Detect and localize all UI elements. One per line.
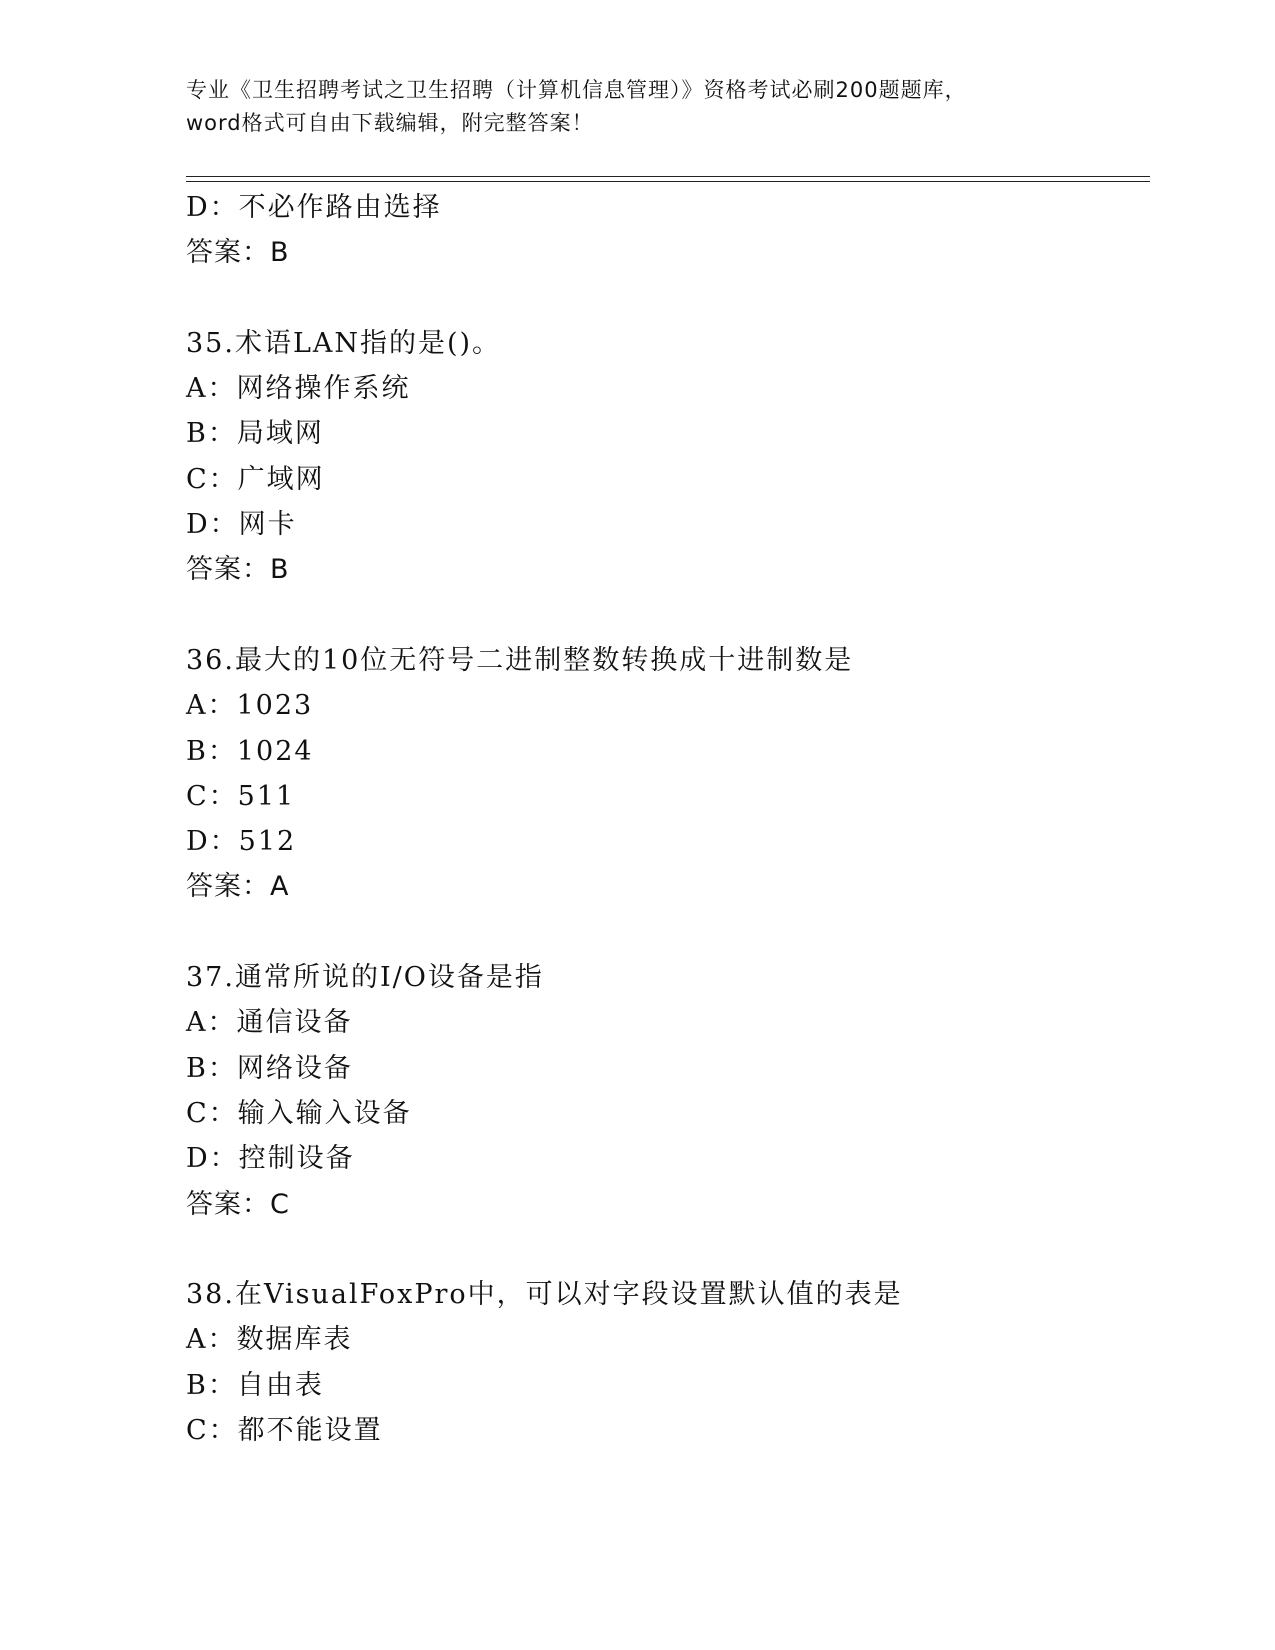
option-text: 局域网 xyxy=(236,418,324,450)
option-separator: ： xyxy=(209,192,239,223)
option-separator: ： xyxy=(207,1369,237,1401)
option-label: B xyxy=(186,1369,208,1401)
option-text: 网卡 xyxy=(238,509,297,541)
option-label: A xyxy=(186,1007,208,1039)
option-c xyxy=(186,1091,1146,1136)
option-separator: ： xyxy=(209,1143,239,1175)
option-d xyxy=(186,819,1146,864)
option-separator: ： xyxy=(207,373,237,405)
question-list xyxy=(186,185,1146,1453)
option-d xyxy=(186,502,1146,547)
option-separator: ： xyxy=(209,509,239,541)
option-separator: ： xyxy=(208,1415,238,1447)
option-text: 输入输入设备 xyxy=(237,1097,412,1129)
option-label: D xyxy=(186,1143,210,1175)
option-label: D xyxy=(186,826,210,858)
option-c xyxy=(186,457,1146,502)
option-label: C xyxy=(186,1415,209,1447)
option-d xyxy=(186,185,1146,230)
option-a xyxy=(186,366,1146,411)
question-text: 35.术语LAN指的是()。 xyxy=(186,327,502,359)
option-text: 不必作路由选择 xyxy=(238,192,442,223)
spacer xyxy=(186,276,1146,321)
option-a xyxy=(186,1000,1146,1045)
question-block xyxy=(186,321,1146,593)
option-text: 511 xyxy=(237,780,296,812)
option-label: A xyxy=(186,1324,208,1356)
option-text: 通信设备 xyxy=(236,1007,353,1039)
option-label: B xyxy=(186,1052,208,1084)
header-divider-bottom xyxy=(186,181,1150,182)
answer-line: 答案：B xyxy=(186,237,290,269)
header-divider-top xyxy=(186,176,1150,177)
option-label: A xyxy=(186,690,208,722)
option-separator: ： xyxy=(207,1052,237,1084)
option-label: A xyxy=(186,373,208,405)
option-text: 1024 xyxy=(236,735,314,767)
answer-line: 答案：A xyxy=(186,871,290,903)
option-separator: ： xyxy=(208,1097,238,1129)
question-text: 37.通常所说的I/O设备是指 xyxy=(186,962,544,994)
question-block xyxy=(186,955,1146,1227)
option-separator: ： xyxy=(207,1324,237,1356)
option-text: 512 xyxy=(238,826,297,858)
option-c xyxy=(186,1408,1146,1453)
option-text: 数据库表 xyxy=(236,1324,353,1356)
spacer xyxy=(186,593,1146,638)
option-text: 广域网 xyxy=(237,463,325,495)
option-text: 网络设备 xyxy=(236,1052,353,1084)
question-block xyxy=(186,1272,1146,1453)
option-label: B xyxy=(186,735,208,767)
question-text: 36.最大的10位无符号二进制整数转换成十进制数是 xyxy=(186,644,854,676)
question-block xyxy=(186,185,1146,276)
option-separator: ： xyxy=(207,690,237,722)
question-block xyxy=(186,638,1146,910)
option-separator: ： xyxy=(207,1007,237,1039)
option-b xyxy=(186,1046,1146,1091)
option-b xyxy=(186,1363,1146,1408)
option-b xyxy=(186,411,1146,456)
option-d xyxy=(186,1136,1146,1181)
option-text: 网络操作系统 xyxy=(236,373,411,405)
question-text: 38.在VisualFoxPro中，可以对字段设置默认值的表是 xyxy=(186,1279,903,1311)
answer-line: 答案：B xyxy=(186,554,290,586)
option-label: D xyxy=(186,192,210,223)
option-separator: ： xyxy=(208,780,238,812)
option-separator: ： xyxy=(209,826,239,858)
option-label: D xyxy=(186,509,210,541)
option-a xyxy=(186,683,1146,728)
spacer xyxy=(186,910,1146,955)
option-label: C xyxy=(186,1097,209,1129)
option-text: 1023 xyxy=(236,690,314,722)
option-a xyxy=(186,1317,1146,1362)
option-b xyxy=(186,729,1146,774)
option-label: C xyxy=(186,463,209,495)
option-c xyxy=(186,774,1146,819)
header-title-line-2: word格式可自由下载编辑，附完整答案！ xyxy=(186,111,594,135)
answer-line: 答案：C xyxy=(186,1188,290,1220)
option-text: 控制设备 xyxy=(238,1143,355,1175)
option-separator: ： xyxy=(207,418,237,450)
option-label: C xyxy=(186,780,209,812)
header-title-line-1: 专业《卫生招聘考试之卫生招聘（计算机信息管理）》资格考试必刷200题题库， xyxy=(186,78,967,102)
document-header xyxy=(186,74,1106,140)
option-text: 自由表 xyxy=(236,1369,324,1401)
option-label: B xyxy=(186,418,208,450)
option-separator: ： xyxy=(208,463,238,495)
spacer xyxy=(186,1227,1146,1272)
option-text: 都不能设置 xyxy=(237,1415,383,1447)
option-separator: ： xyxy=(207,735,237,767)
